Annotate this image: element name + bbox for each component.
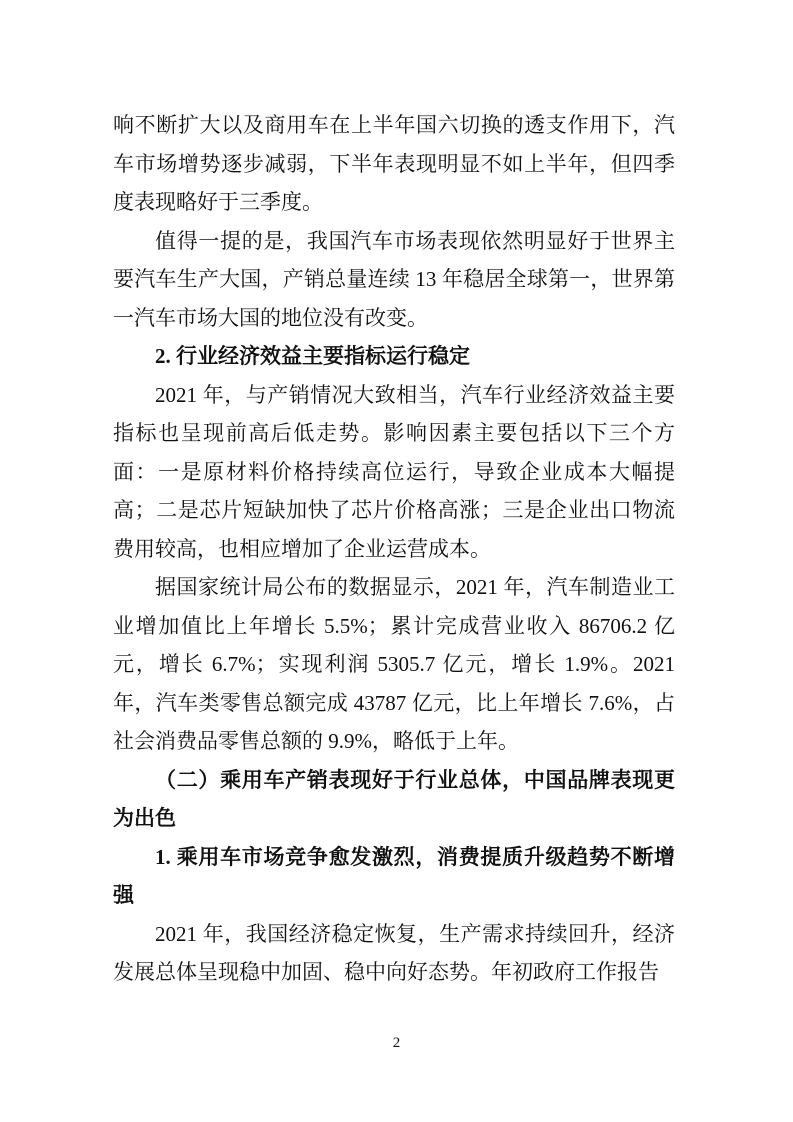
heading-paragraph: （二）乘用车产销表现好于行业总体，中国品牌表现更为出色 <box>113 767 675 830</box>
document-body <box>113 106 675 992</box>
body-paragraph: 值得一提的是，我国汽车市场表现依然明显好于世界主要汽车生产大国，产销总量连续 13 年稳居全球第一，世界第一汽车市场大国的地位没有改变。 <box>113 228 675 330</box>
body-paragraph: 据国家统计局公布的数据显示，2021 年，汽车制造业工业增加值比上年增长 5.5%；累计完成营业收入 86706.2 亿元，增长 6.7%；实现利润 5305.7 亿元，增长 1.9%。2021 年，汽车类零售总额完成 43787 亿元，比上年增长 7.6%，占社会消费品零售总额的 9.9%，略低于上年。 <box>113 575 675 753</box>
body-paragraph: 响不断扩大以及商用车在上半年国六切换的透支作用下，汽车市场增势逐步减弱，下半年表现明显不如上半年，但四季度表现略好于三季度。 <box>113 113 675 214</box>
page-number: 2 <box>392 1035 401 1051</box>
heading-paragraph: 2. 行业经济效益主要指标运行稳定 <box>155 344 470 368</box>
heading-paragraph: 1. 乘用车市场竞争愈发激烈，消费提质升级趋势不断增强 <box>113 844 675 907</box>
body-paragraph: 2021 年，我国经济稳定恢复，生产需求持续回升，经济发展总体呈现稳中加固、稳中向好态势。年初政府工作报告 <box>113 921 675 984</box>
body-paragraph: 2021 年，与产销情况大致相当，汽车行业经济效益主要指标也呈现前高后低走势。影响因素主要包括以下三个方面：一是原材料价格持续高位运行，导致企业成本大幅提高；二是芯片短缺加快了芯片价格高涨；三是企业出口物流费用较高，也相应增加了企业运营成本。 <box>113 382 675 561</box>
